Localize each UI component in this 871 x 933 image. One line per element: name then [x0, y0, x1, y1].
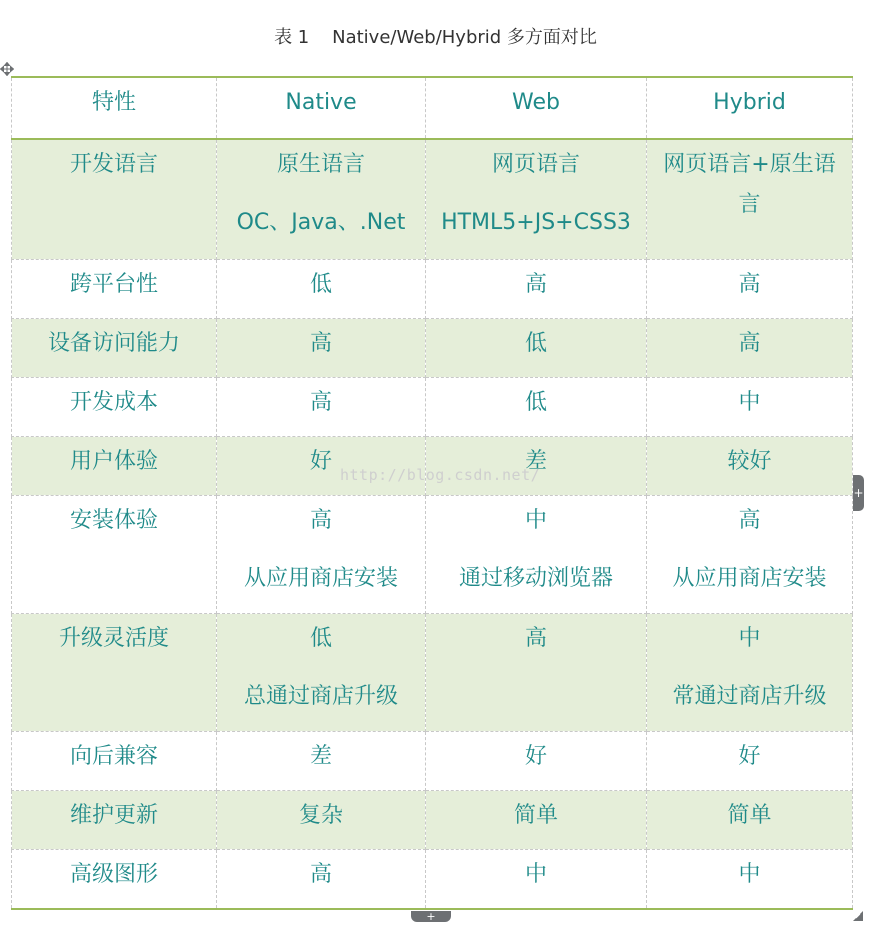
feature-label: 设备访问能力	[47, 330, 180, 356]
native-cell	[217, 613, 426, 731]
hybrid-cell	[647, 613, 853, 731]
hybrid-value: 高	[738, 507, 761, 533]
hybrid-detail: 常通过商店升级	[672, 683, 827, 709]
table-row	[12, 318, 853, 377]
web-detail: HTML5+JS+CSS3	[441, 210, 631, 235]
table-row	[12, 259, 853, 318]
native-cell	[217, 849, 426, 909]
web-value: 低	[524, 389, 547, 415]
table-row	[12, 495, 853, 613]
header-native: Native	[217, 77, 426, 139]
add-row-button[interactable]	[411, 911, 451, 922]
hybrid-cell	[647, 259, 853, 318]
add-column-button[interactable]	[853, 475, 864, 511]
web-cell	[426, 849, 647, 909]
feature-label: 升级灵活度	[58, 625, 169, 651]
feature-label: 跨平台性	[69, 271, 158, 297]
hybrid-value: 中	[738, 625, 761, 651]
hybrid-cell	[647, 495, 853, 613]
resize-corner-icon[interactable]	[853, 911, 863, 921]
hybrid-cell	[647, 318, 853, 377]
hybrid-value: 网页语言+原生语言	[663, 152, 836, 217]
web-cell	[426, 139, 647, 259]
feature-cell	[12, 436, 217, 495]
web-value: 好	[524, 743, 547, 769]
hybrid-value: 简单	[727, 802, 772, 828]
feature-cell	[12, 259, 217, 318]
web-cell	[426, 318, 647, 377]
hybrid-cell	[647, 377, 853, 436]
table-caption: 表 1 Native/Web/Hybrid 多方面对比	[274, 27, 597, 48]
web-cell	[426, 613, 647, 731]
feature-label: 维护更新	[69, 802, 158, 828]
web-value: 简单	[513, 802, 558, 828]
feature-cell	[12, 139, 217, 259]
web-value: 网页语言	[491, 152, 580, 177]
hybrid-cell	[647, 849, 853, 909]
feature-cell	[12, 377, 217, 436]
feature-cell	[12, 318, 217, 377]
hybrid-cell	[647, 436, 853, 495]
native-cell	[217, 259, 426, 318]
feature-label: 用户体验	[69, 448, 158, 474]
table-row	[12, 790, 853, 849]
header-hybrid: Hybrid	[647, 77, 853, 139]
watermark-text: http://blog.csdn.net/	[340, 466, 541, 484]
web-cell	[426, 495, 647, 613]
native-value: 好	[309, 448, 332, 474]
table-row	[12, 849, 853, 909]
hybrid-value: 高	[738, 271, 761, 297]
hybrid-value: 高	[738, 330, 761, 356]
native-value: 高	[309, 389, 332, 415]
web-cell	[426, 377, 647, 436]
hybrid-value: 中	[738, 861, 761, 887]
web-value: 高	[524, 625, 547, 651]
native-cell	[217, 318, 426, 377]
plus-icon: +	[426, 910, 436, 923]
web-detail: 通过移动浏览器	[458, 565, 613, 591]
hybrid-cell	[647, 790, 853, 849]
web-value: 低	[524, 330, 547, 356]
hybrid-cell	[647, 731, 853, 790]
hybrid-value: 中	[738, 389, 761, 415]
table-row	[12, 377, 853, 436]
table-row	[12, 613, 853, 731]
native-cell	[217, 377, 426, 436]
feature-cell	[12, 731, 217, 790]
hybrid-detail: 从应用商店安装	[672, 565, 827, 591]
hybrid-value: 较好	[727, 448, 772, 474]
table-row	[12, 731, 853, 790]
feature-cell	[12, 849, 217, 909]
plus-icon: +	[853, 486, 864, 500]
web-value: 差	[524, 448, 547, 474]
native-cell	[217, 139, 426, 259]
native-cell	[217, 495, 426, 613]
feature-cell	[12, 613, 217, 731]
web-cell	[426, 731, 647, 790]
native-cell	[217, 790, 426, 849]
native-detail: 总通过商店升级	[243, 683, 398, 709]
feature-label: 高级图形	[69, 861, 158, 887]
feature-label: 安装体验	[69, 507, 158, 533]
table-header-row	[12, 77, 853, 139]
header-web: Web	[426, 77, 647, 139]
native-value: 低	[309, 625, 332, 651]
web-cell	[426, 790, 647, 849]
feature-cell	[12, 790, 217, 849]
hybrid-value: 好	[738, 743, 761, 769]
header-feature: 特性	[12, 77, 217, 139]
native-value: 原生语言	[276, 152, 365, 177]
native-value: 低	[309, 271, 332, 297]
web-value: 中	[524, 861, 547, 887]
web-cell	[426, 259, 647, 318]
native-detail: OC、Java、.Net	[236, 210, 406, 235]
feature-cell	[12, 495, 217, 613]
table-row	[12, 139, 853, 259]
native-value: 高	[309, 507, 332, 533]
native-value: 复杂	[298, 802, 343, 828]
web-value: 中	[524, 507, 547, 533]
feature-label: 向后兼容	[69, 743, 158, 769]
native-value: 差	[309, 743, 332, 769]
native-detail: 从应用商店安装	[243, 565, 398, 591]
move-icon[interactable]	[0, 62, 14, 76]
native-cell	[217, 731, 426, 790]
native-value: 高	[309, 861, 332, 887]
web-value: 高	[524, 271, 547, 297]
hybrid-cell	[647, 139, 853, 259]
native-value: 高	[309, 330, 332, 356]
comparison-table	[11, 76, 853, 910]
feature-label: 开发成本	[69, 389, 158, 415]
feature-label: 开发语言	[69, 152, 158, 177]
